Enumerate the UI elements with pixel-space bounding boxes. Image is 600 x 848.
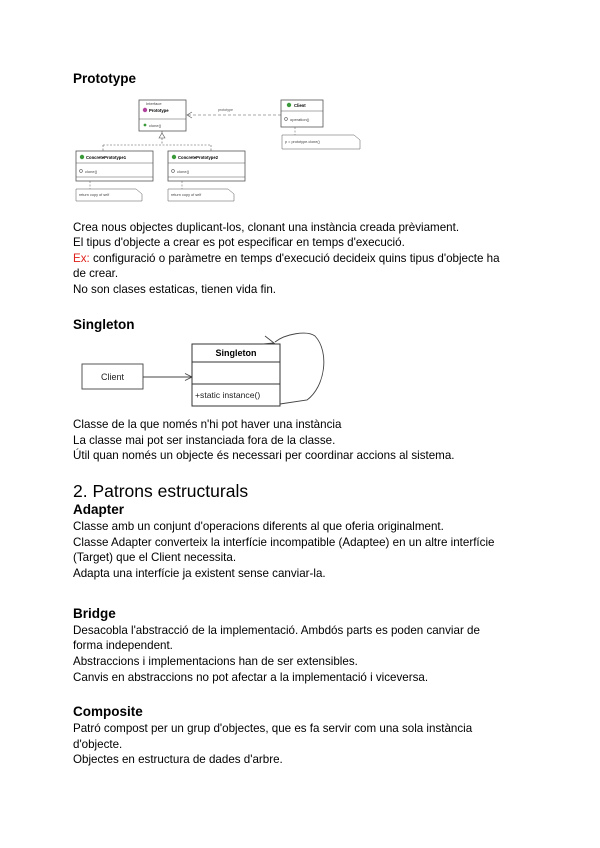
composite-line-1: Patró compost per un grup d'objectes, que es fa servir com una sola instància [73, 722, 473, 735]
bridge-heading: Bridge [73, 606, 116, 621]
prototype-uml-diagram [70, 95, 370, 217]
example-label: Ex: [73, 252, 90, 265]
composite-line-1b: d'objecte. [73, 738, 123, 751]
class-icon [287, 103, 291, 107]
singleton-heading: Singleton [73, 317, 135, 332]
prototype-line-2: El tipus d'objecte a crear es pot especificar en temps d'execució. [73, 236, 405, 249]
singleton-uml-diagram [75, 332, 335, 414]
self-association-curve [275, 333, 324, 404]
client-note-text: p = prototype.clone() [285, 140, 320, 144]
concrete1-note-text: return copy of self [79, 193, 110, 197]
self-association-arrow [263, 336, 274, 344]
concrete2-name: ConcretePrototype2 [178, 155, 219, 160]
example-text: configuració o paràmetre en temps d'execució decideix quins tipus d'objecte ha [89, 252, 500, 265]
prototype-line-1: Crea nous objectes duplicant-los, clonant una instància creada prèviament. [73, 221, 460, 234]
adapter-line-2: Classe Adapter converteix la interfície incompatible (Adaptee) en un altre interfície [73, 536, 495, 549]
prototype-class-name: Prototype [149, 108, 169, 113]
singleton-class-box [192, 344, 280, 406]
prototype-example [73, 251, 500, 266]
interface-icon [143, 108, 147, 112]
concrete-prototype-2-box [168, 151, 245, 181]
class-icon [172, 155, 176, 159]
singleton-class-name: Singleton [215, 348, 257, 358]
singleton-method: +static instance() [195, 390, 261, 400]
bridge-line-2: Abstraccions i implementacions han de ser extensibles. [73, 655, 358, 668]
prototype-op: clone() [149, 123, 162, 128]
bridge-line-3: Canvis en abstraccions no pot afectar a la implementació i viceversa. [73, 671, 429, 684]
structural-patterns-heading: 2. Patrons estructurals [73, 481, 249, 501]
singleton-line-3: Útil quan només un objecte és necessari per coordinar accions al sistema. [73, 449, 455, 462]
assoc-label: prototype [218, 108, 233, 112]
composite-line-2: Objectes en estructura de dades d'arbre. [73, 753, 283, 766]
prototype-stereotype: Interface [146, 101, 162, 106]
singleton-line-2: La classe mai pot ser instanciada fora de la classe. [73, 434, 336, 447]
singleton-line-1: Classe de la que només n'hi pot haver una instància [73, 418, 342, 431]
adapter-line-2b: (Target) que el Client necessita. [73, 551, 237, 564]
adapter-heading: Adapter [73, 502, 125, 517]
class-icon [80, 155, 84, 159]
method-icon [144, 124, 147, 127]
concrete2-note-text: return copy of self [171, 193, 202, 197]
prototype-class-box [139, 100, 186, 131]
client-op: operation() [290, 117, 310, 122]
concrete-prototype-1-box [76, 151, 153, 181]
bridge-line-1: Desacobla l'abstracció de la implementació. Ambdós parts es poden canviar de [73, 624, 480, 637]
prototype-heading: Prototype [73, 71, 137, 86]
adapter-line-3: Adapta una interfície ja existent sense canviar-la. [73, 567, 326, 580]
singleton-client-label: Client [100, 372, 125, 382]
prototype-example-cont: de crear. [73, 267, 119, 280]
composite-heading: Composite [73, 704, 143, 719]
concrete1-op: clone() [85, 169, 98, 174]
client-class-name: Client [294, 103, 306, 108]
adapter-line-1: Classe amb un conjunt d'operacions diferents al que oferia originalment. [73, 520, 444, 533]
client-class-box [281, 100, 323, 127]
concrete2-op: clone() [177, 169, 190, 174]
bridge-line-1b: forma independent. [73, 639, 173, 652]
concrete1-name: ConcretePrototype1 [86, 155, 127, 160]
prototype-line-4: No son clases estaticas, tienen vida fin. [73, 283, 276, 296]
